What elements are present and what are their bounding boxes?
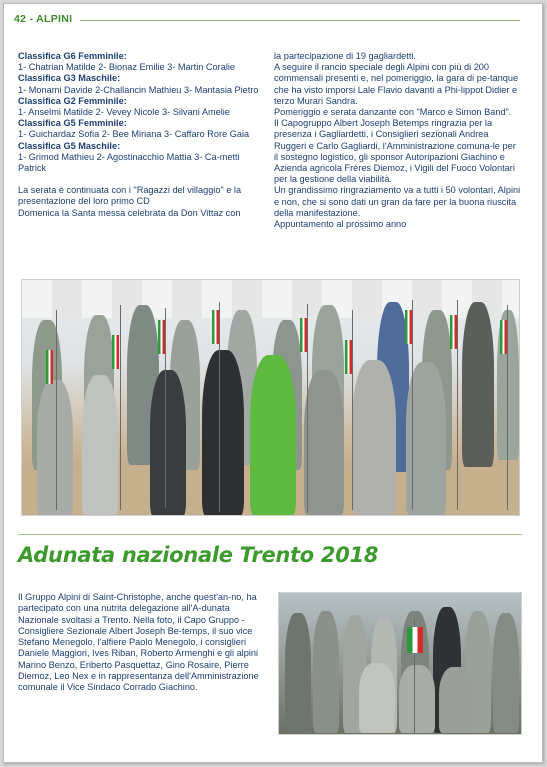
results-heading: Classifica G6 Femminile: (18, 51, 127, 61)
tent-roof (22, 280, 519, 318)
person-figure (462, 302, 494, 467)
section-body-text: Il Gruppo Alpini di Saint-Christophe, anche quest'an-no, ha partecipato con una nutrita delegazione all'A-dunata Nazionale svoltasi a Trento. Nella foto, il Capo Gruppo - Consigliere Sezionale Albert Joseph Be-temps, il suo vice Stefano Menegolo, l'alfiere Paolo Menegolo, i consiglieri Daniele Maggiori, Ives Riban, Roberto Armenghi e gli alpini Marino Benzo, Eriberto Pasquettaz, Gino Rosaire, Pierre Diemoz, Leo Nex e in rappresentanza dell'Amministrazione comunale il Vice Sindaco Corrado Giachino. (18, 592, 259, 693)
results-line: 1- Grimod Mathieu 2- Agostinacchio Mattia 3- Ca-metti Patrick (18, 151, 240, 174)
flag-pole (412, 300, 413, 510)
person-figure (250, 355, 296, 516)
results-heading: Classifica G2 Femminile: (18, 95, 127, 106)
paragraph-gap (18, 174, 263, 185)
flag-pole (307, 304, 308, 512)
person-figure (82, 375, 118, 516)
italian-flag (212, 310, 219, 344)
flag-pole (165, 308, 166, 508)
section-title-rule (18, 534, 522, 535)
body-paragraph: la partecipazione di 19 gagliardetti. (274, 51, 416, 61)
person-figure (399, 665, 435, 733)
results-heading: Classifica G3 Maschile: (18, 73, 121, 84)
italian-flag (300, 318, 307, 352)
person-figure (304, 370, 344, 516)
page-number-label: 42 - ALPINI (14, 13, 73, 25)
page-header (14, 13, 520, 27)
italian-flag (500, 320, 507, 354)
body-paragraph: Domenica la Santa messa celebrata da Don Vittaz con (18, 207, 241, 218)
body-paragraph: Pomeriggio e serata danzante con "Marco e Simon Band". (274, 107, 512, 118)
results-heading: Classifica G5 Maschile: (18, 140, 121, 151)
flag-pole (120, 305, 121, 510)
adunata-group-photo (278, 592, 522, 735)
body-paragraph: Un grandissimo ringraziamento va a tutti i 50 volontari, Alpini e non, che si sono dati un gran da fare per la buona riuscita della manifestazione. (274, 185, 521, 218)
results-heading: Classifica G5 Femminile: (18, 118, 127, 129)
left-text-column (18, 51, 263, 219)
body-paragraph: A seguire il rancio speciale degli Alpini con più di 200 commensali presenti e, nel pomeriggio, la gara di pe-tanque che ha visto imporsi Lale Flavio davanti a Phi-lippot Didier e terzo Murari Sandra. (274, 62, 519, 106)
body-paragraph: Il Capogruppo Albert Joseph Betemps ringrazia per la presenza i Gagliardetti, i Consiglieri sezionali Andrea Ruggeri e Carlo Gagliardi, l'Amministrazione comuna-le per il sostegno logistico, gli sponsor Autoripazioni Giachino e Azienda agricola Fréres Diemoz, i Vigili del Fuoco Volontari per la gestione della viabilità. (274, 118, 516, 185)
person-figure (313, 611, 339, 733)
person-figure (359, 663, 395, 733)
flag-pole (352, 310, 353, 510)
person-figure (37, 380, 73, 516)
person-figure (439, 667, 473, 733)
flag-pole (56, 310, 57, 510)
person-figure (285, 613, 311, 733)
italian-flag (450, 315, 457, 349)
italian-flag (345, 340, 352, 374)
flag-pole (507, 305, 508, 510)
section-title: Adunata nazionale Trento 2018 (18, 543, 379, 567)
flag-pole (457, 300, 458, 510)
results-line: 1- Guichardaz Sofia 2- Bee Miriana 3- Caffaro Rore Gaia (18, 129, 250, 140)
italian-flag (405, 310, 412, 344)
results-line: 1- Monami Davide 2-Challancin Mathieu 3- Mantasia Pietro (18, 84, 259, 95)
magazine-page (3, 3, 543, 763)
person-figure (493, 613, 519, 733)
body-paragraph: La serata è continuata con i "Ragazzi del villaggio" e la presentazione del loro primo CD (18, 185, 242, 207)
italian-flag (158, 320, 165, 354)
italian-flag (46, 350, 53, 384)
results-line: 1- Chatrian Matilde 2- Bionaz Emilie 3- Martin Coralie (18, 62, 236, 73)
person-figure (150, 370, 186, 516)
results-line: 1- Anselmi Matilde 2- Vevey Nicole 3- Silvani Amelie (18, 107, 230, 118)
italian-flag (407, 627, 423, 653)
group-photo-alpini (21, 279, 520, 516)
person-figure (202, 350, 244, 516)
person-figure (352, 360, 396, 516)
body-paragraph: Appuntamento al prossimo anno (274, 219, 407, 230)
header-rule (80, 20, 520, 21)
flag-pole (219, 302, 220, 512)
italian-flag (112, 335, 119, 369)
right-text-column (274, 51, 522, 230)
